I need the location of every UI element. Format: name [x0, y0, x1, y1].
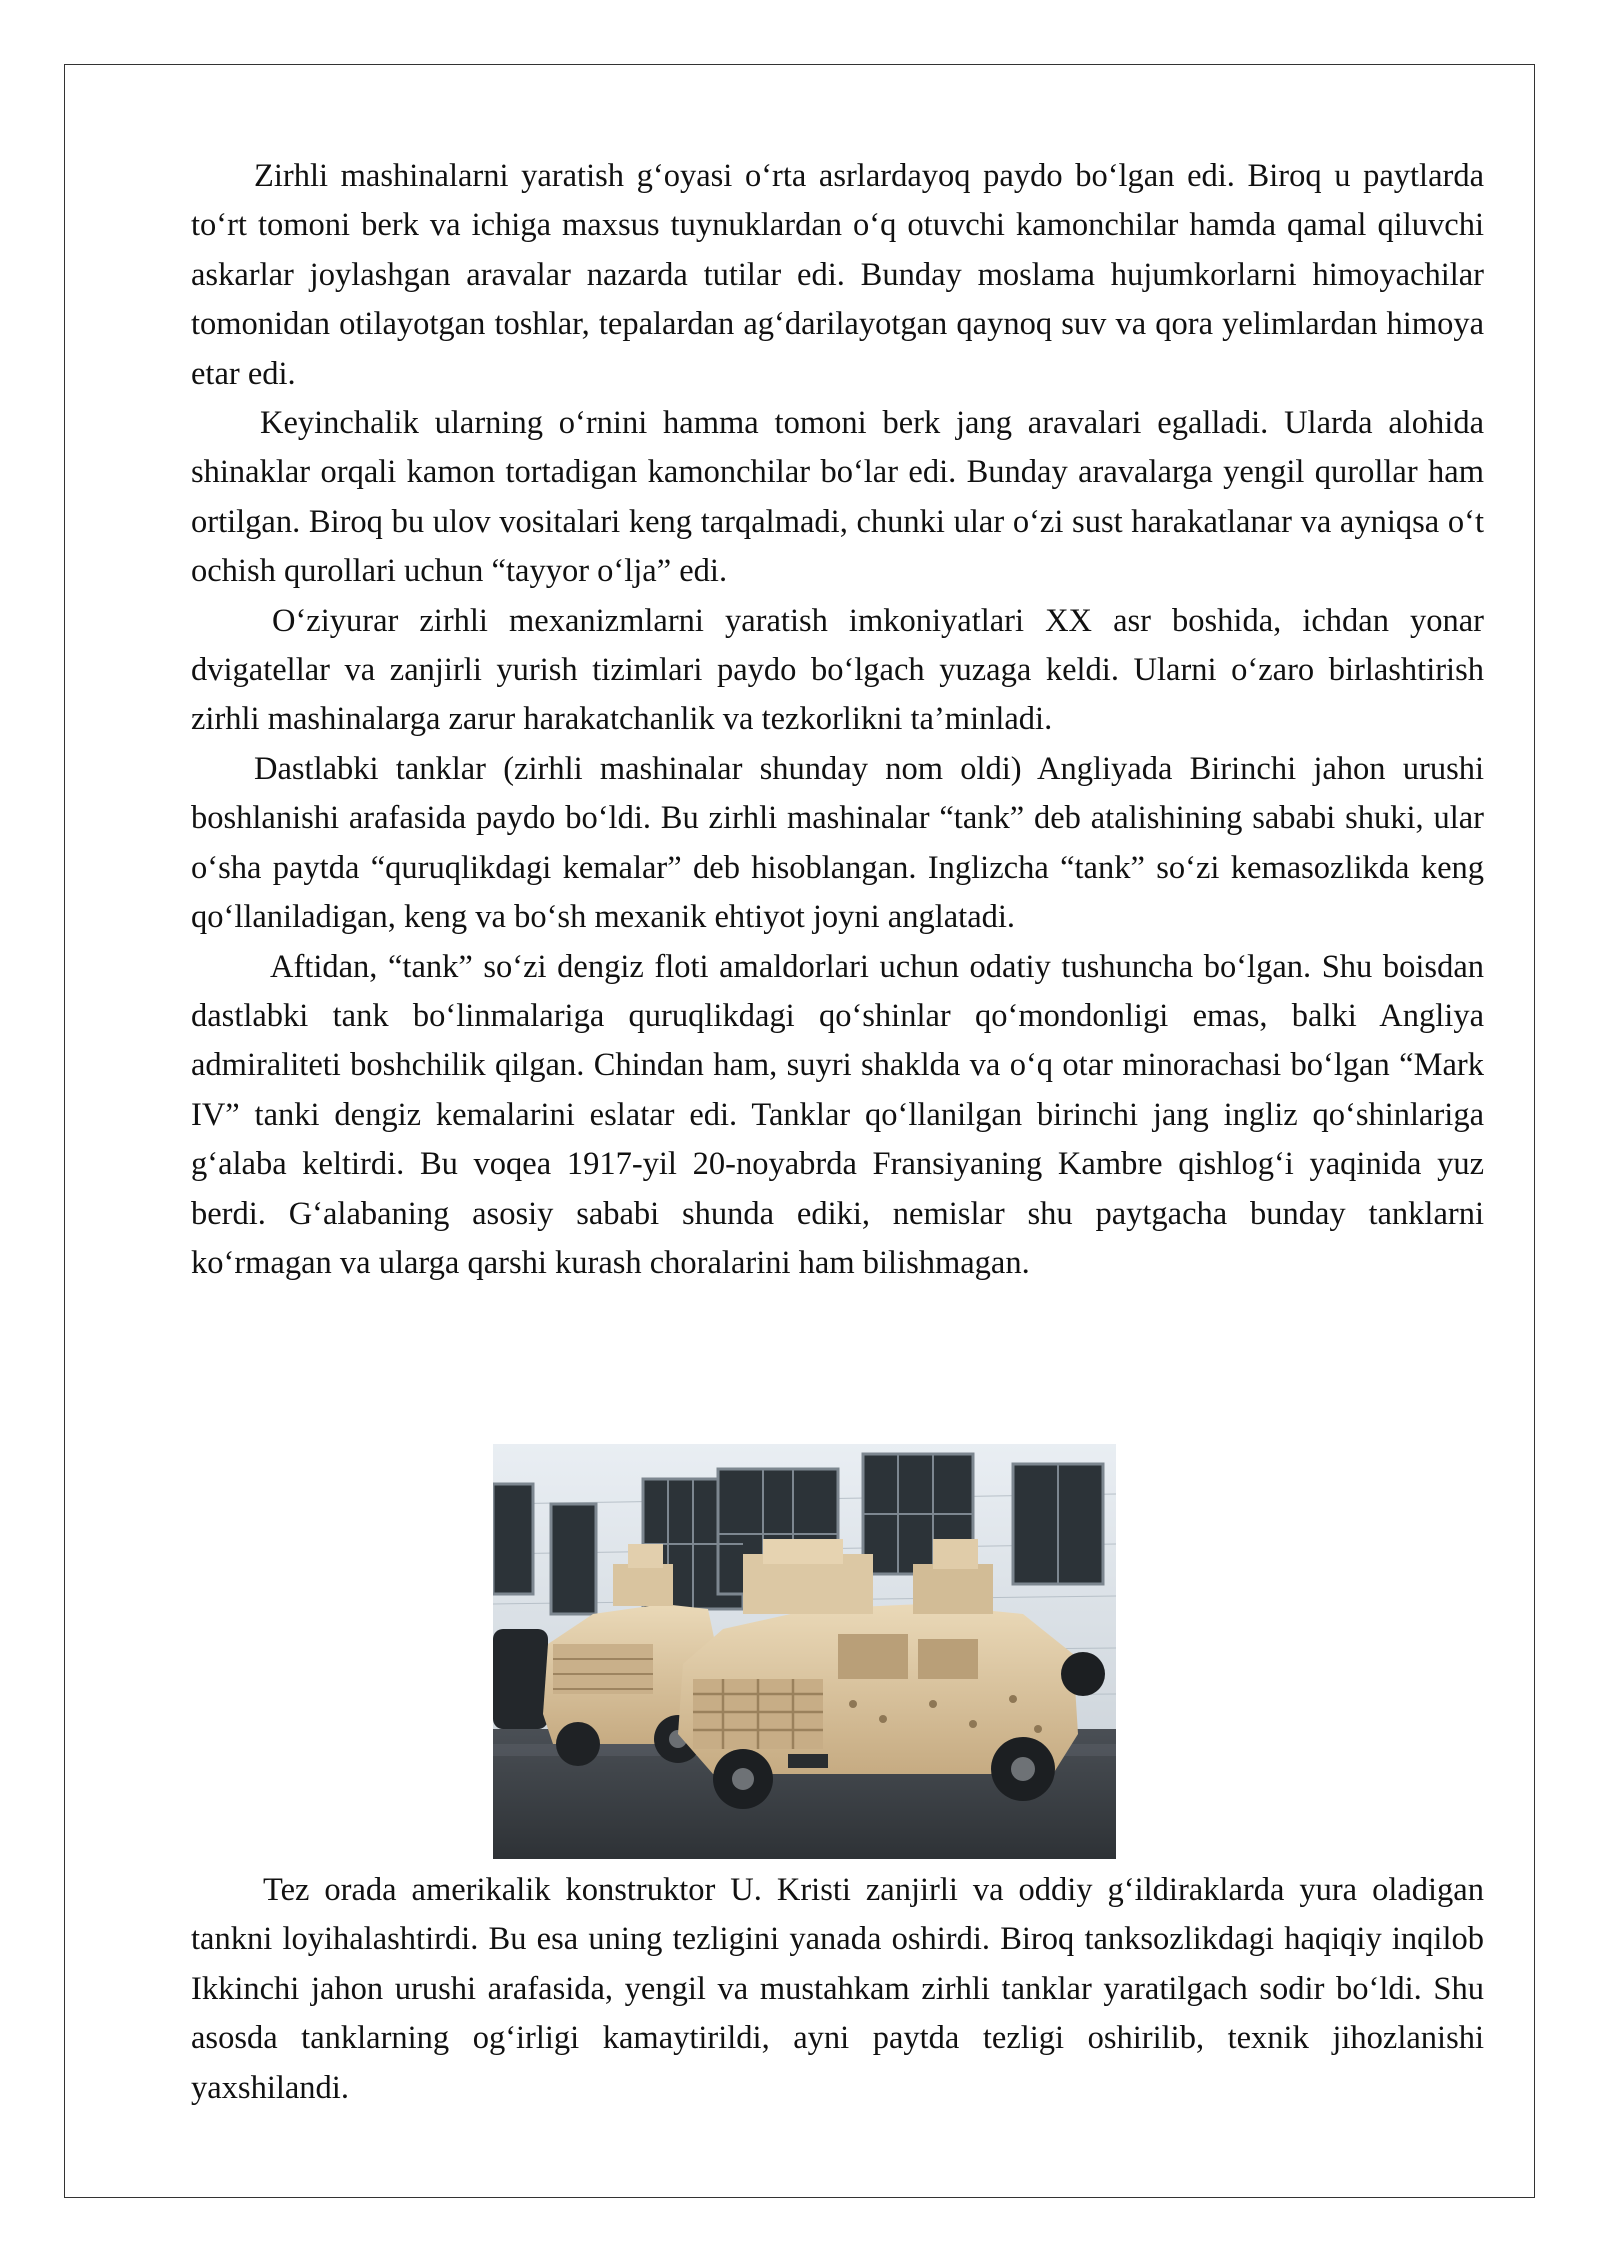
paragraph-5: Aftidan, “tank” so‘zi dengiz floti amaldorlari uchun odatiy tushuncha bo‘lgan. Shu boisdan dastlabki tank bo‘linmalariga quruqlikdagi qo‘shinlar qo‘mondonligi emas, balki Angliya admiraliteti boshchilik qilgan. Chindan ham, suyri shaklda va o‘q otar minorachasi bo‘lgan “Mark IV” tanki dengiz kemalarini eslatar edi. Tanklar qo‘llanilgan birinchi jang ingliz qo‘shinlariga g‘alaba keltirdi. Bu voqea 1917-yil 20-noyabrda Fransiyaning Kambre qishlog‘i yaqinida yuz berdi. G‘alabaning asosiy sababi shunda ediki, nemislar shu paytgacha bunday tanklarni ko‘rmagan va ularga qarshi kurash choralarini ham bilishmagan.: [191, 948, 1484, 1281]
paragraph-4: Dastlabki tanklar (zirhli mashinalar shunday nom oldi) Angliyada Birinchi jahon urushi boshlanishi arafasida paydo bo‘ldi. Bu zirhli mashinalar “tank” deb atalishining sababi shuki, ular o‘sha paytda “quruqlikdagi kemalar” deb hisoblangan. Inglizcha “tank” so‘zi kemasozlikda keng qo‘llaniladigan, keng va bo‘sh mexanik ehtiyot joyni anglatadi.: [191, 750, 1484, 936]
paragraph-6: Tez orada amerikalik konstruktor U. Kristi zanjirli va oddiy g‘ildiraklarda yura oladigan tankni loyihalashtirdi. Bu esa uning tezligini yanada oshirdi. Biroq tanksozlikdagi haqiqiy inqilob Ikkinchi jahon urushi arafasida, yengil va mustahkam zirhli tanklar yaratilgach sodir bo‘ldi. Shu asosda tanklarning og‘irligi kamaytirildi, ayni paytda tezligi oshirilib, texnik jihozlanishi yaxshilandi.: [191, 1872, 1484, 2106]
paragraph-1: Zirhli mashinalarni yaratish g‘oyasi o‘rta asrlardayoq paydo bo‘lgan edi. Biroq u paytlarda to‘rt tomoni berk va ichiga maxsus tuynuklardan o‘q otuvchi kamonchilar hamda qamal qiluvchi askarlar joylashgan aravalar nazarda tutilar edi. Bunday moslama hujumkorlarni himoyachilar tomonidan otilayotgan toshlar, tepalardan ag‘darilayotgan qaynoq suv va qora yelimlardan himoya etar edi.: [191, 158, 1484, 392]
article-text-bottom: [191, 1866, 1484, 2113]
paragraph-2: Keyinchalik ularning o‘rnini hamma tomoni berk jang aravalari egalladi. Ularda alohida shinaklar orqali kamon tortadigan kamonchilar bo‘lar edi. Bunday aravalarga yengil qurollar ham ortilgan. Biroq bu ulov vositalari keng tarqalmadi, chunki ular o‘zi sust harakatlanar va ayniqsa o‘t ochish qurollari uchun “tayyor o‘lja” edi.: [191, 405, 1484, 590]
armored-vehicles-photo: [493, 1444, 1116, 1859]
article-text-top: [191, 152, 1484, 1288]
paragraph-3: O‘ziyurar zirhli mexanizmlarni yaratish imkoniyatlari XX asr boshida, ichdan yonar dvigatellar va zanjirli yurish tizimlari paydo bo‘lgach yuzaga keldi. Ularni o‘zaro birlashtirish zirhli mashinalarga zarur harakatchanlik va tezkorlikni ta’minladi.: [191, 602, 1484, 738]
